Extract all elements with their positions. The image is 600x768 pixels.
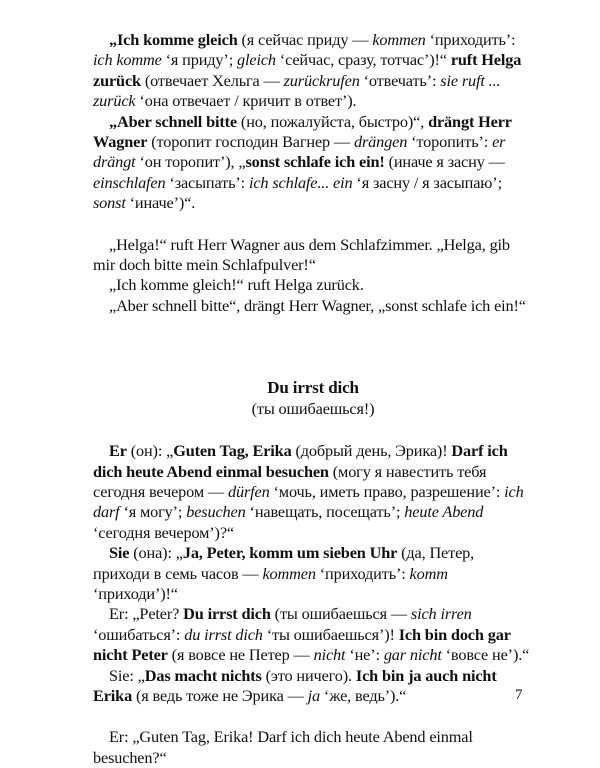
gloss-text: (это ничего). xyxy=(261,665,356,685)
gloss-text: ‘он торопит’), „ xyxy=(135,152,246,172)
paragraph-annotated-5 xyxy=(93,604,533,665)
gloss-term: besuchen xyxy=(186,502,246,522)
german-phrase: Darf ich dich heute Abend einmal besuchen xyxy=(93,441,508,481)
section-subtitle: (ты ошибаешься!) xyxy=(251,398,375,418)
gloss-text: ‘не’: xyxy=(345,645,384,665)
gloss-text: (добрый день, Эрика)! xyxy=(291,441,452,461)
gloss-text: (но, пожалуйста, быстро)“, xyxy=(237,111,429,131)
page-number: 7 xyxy=(515,687,523,703)
paragraph-plain-2: „Ich komme gleich!“ ruft Helga zurück. xyxy=(109,275,364,295)
gloss-term: er drängt xyxy=(93,132,506,172)
german-phrase: Er xyxy=(109,441,127,461)
gloss-text: ‘я приду’; xyxy=(161,50,237,70)
gloss-term: ich komme xyxy=(93,50,162,70)
gloss-text: Er: „Peter? xyxy=(109,604,184,624)
gloss-term: einschlafen xyxy=(93,172,166,192)
german-phrase: Du irrst dich xyxy=(183,604,271,624)
gloss-text: (да, Петер, приходи в семь часов — xyxy=(93,543,475,583)
gloss-text: (он): „ xyxy=(126,441,174,461)
paragraph-plain-3: „Aber schnell bitte“, drängt Herr Wagner, „sonst schlafe ich ein!“ xyxy=(109,295,526,315)
gloss-term: ich darf xyxy=(93,481,524,522)
gloss-term: drängen xyxy=(353,132,408,152)
gloss-text: ‘сейчас, сразу, тотчас’)!“ xyxy=(275,50,451,70)
gloss-term: gar nicht xyxy=(383,645,442,665)
gloss-term: ich schlafe... ein xyxy=(248,172,353,192)
section-title: Du irrst dich xyxy=(267,378,359,398)
gloss-text: ‘иначе’)“. xyxy=(125,193,196,213)
german-phrase: drängt Herr Wagner xyxy=(93,111,512,152)
german-phrase: Sie xyxy=(109,543,130,563)
german-phrase: Ich komme gleich xyxy=(117,30,238,49)
paragraph-annotated-2 xyxy=(93,112,533,214)
gloss-term: komm xyxy=(409,563,448,583)
paragraph-plain-4: Er: „Guten Tag, Erika! Darf ich dich heute Abend einmal besuchen?“ xyxy=(93,727,473,767)
gloss-text: ‘приходи’)!“ xyxy=(93,583,178,603)
gloss-text: ‘я засну / я засыпаю’; xyxy=(352,172,502,192)
gloss-text: ‘приходить’: xyxy=(315,563,410,583)
gloss-text: Sie: „ xyxy=(109,665,145,685)
german-phrase: Das macht nichts xyxy=(144,665,262,685)
german-phrase: ruft Helga zurück xyxy=(93,50,522,90)
gloss-term: nicht xyxy=(313,645,346,665)
gloss-text: ‘она отвечает / кричит в ответ’). xyxy=(135,91,357,111)
paragraph-plain-1: „Helga!“ ruft Herr Wagner aus dem Schlafzimmer. „Helga, gib mir doch bitte mein Schlafpulver!“ xyxy=(93,234,510,275)
gloss-term: dürfen xyxy=(227,481,270,501)
german-phrase: „Aber schnell bitte xyxy=(109,111,237,131)
gloss-text: ‘засыпать’: xyxy=(165,172,249,192)
paragraph-annotated-6 xyxy=(93,666,533,707)
gloss-text: ‘торопить’: xyxy=(407,132,493,152)
german-phrase: sonst schlafe ich ein! xyxy=(245,152,385,172)
gloss-text: ‘я могу’; xyxy=(119,502,187,522)
gloss-text: (ты ошибаешься — xyxy=(270,604,411,624)
gloss-term: sie ruft ... zurück xyxy=(93,70,501,111)
gloss-text: ‘сегодня вечером’)?“ xyxy=(93,522,234,542)
gloss-text: ‘ошибаться’: xyxy=(93,624,185,644)
gloss-text: (отвечает Хельга — xyxy=(140,70,284,90)
gloss-term: heute Abend xyxy=(404,502,484,522)
gloss-term: du irrst dich xyxy=(184,624,263,644)
german-phrase: Guten Tag, Erika xyxy=(173,441,292,461)
paragraph-annotated-1 xyxy=(93,30,533,112)
paragraph-annotated-4 xyxy=(93,543,533,604)
gloss-text: ‘отвечать’: xyxy=(359,70,441,90)
gloss-term: zurückrufen xyxy=(283,70,360,90)
gloss-term: ja xyxy=(307,685,321,705)
gloss-text: ‘же, ведь’).“ xyxy=(320,685,407,705)
gloss-text: ‘приходить’: xyxy=(425,30,516,49)
gloss-term: gleich xyxy=(237,50,276,70)
gloss-text: (она): „ xyxy=(129,543,183,563)
german-phrase: Ich bin doch gar nicht Peter xyxy=(93,624,511,665)
page-text xyxy=(93,30,533,768)
gloss-term: kommen xyxy=(262,563,316,583)
gloss-text: ‘навещать, посещать’; xyxy=(245,502,405,522)
gloss-text: (я ведь тоже не Эрика — xyxy=(132,685,308,705)
gloss-text: ‘вовсе не’).“ xyxy=(441,645,530,665)
gloss-text: ‘ты ошибаешься’)! xyxy=(262,624,399,644)
german-phrase: Ja, Peter, komm um sieben Uhr xyxy=(182,543,398,563)
gloss-term: sich irren xyxy=(410,604,472,624)
gloss-term: sonst xyxy=(93,193,126,213)
german-phrase: Ich bin ja auch nicht Erika xyxy=(93,665,497,705)
gloss-text: (иначе я засну — xyxy=(384,152,505,172)
gloss-term: kommen xyxy=(372,30,426,49)
gloss-text: (я сейчас приду — xyxy=(237,30,373,49)
gloss-text: (могу я навестить тебя сегодня вечером — xyxy=(93,461,487,501)
gloss-text: (торопит господин Вагнер — xyxy=(147,132,354,152)
gloss-text: (я вовсе не Петер — xyxy=(167,645,314,665)
paragraph-annotated-3 xyxy=(93,441,533,543)
german-phrase: „ xyxy=(109,30,117,49)
gloss-text: ‘мочь, иметь право, разрешение’: xyxy=(269,481,505,501)
